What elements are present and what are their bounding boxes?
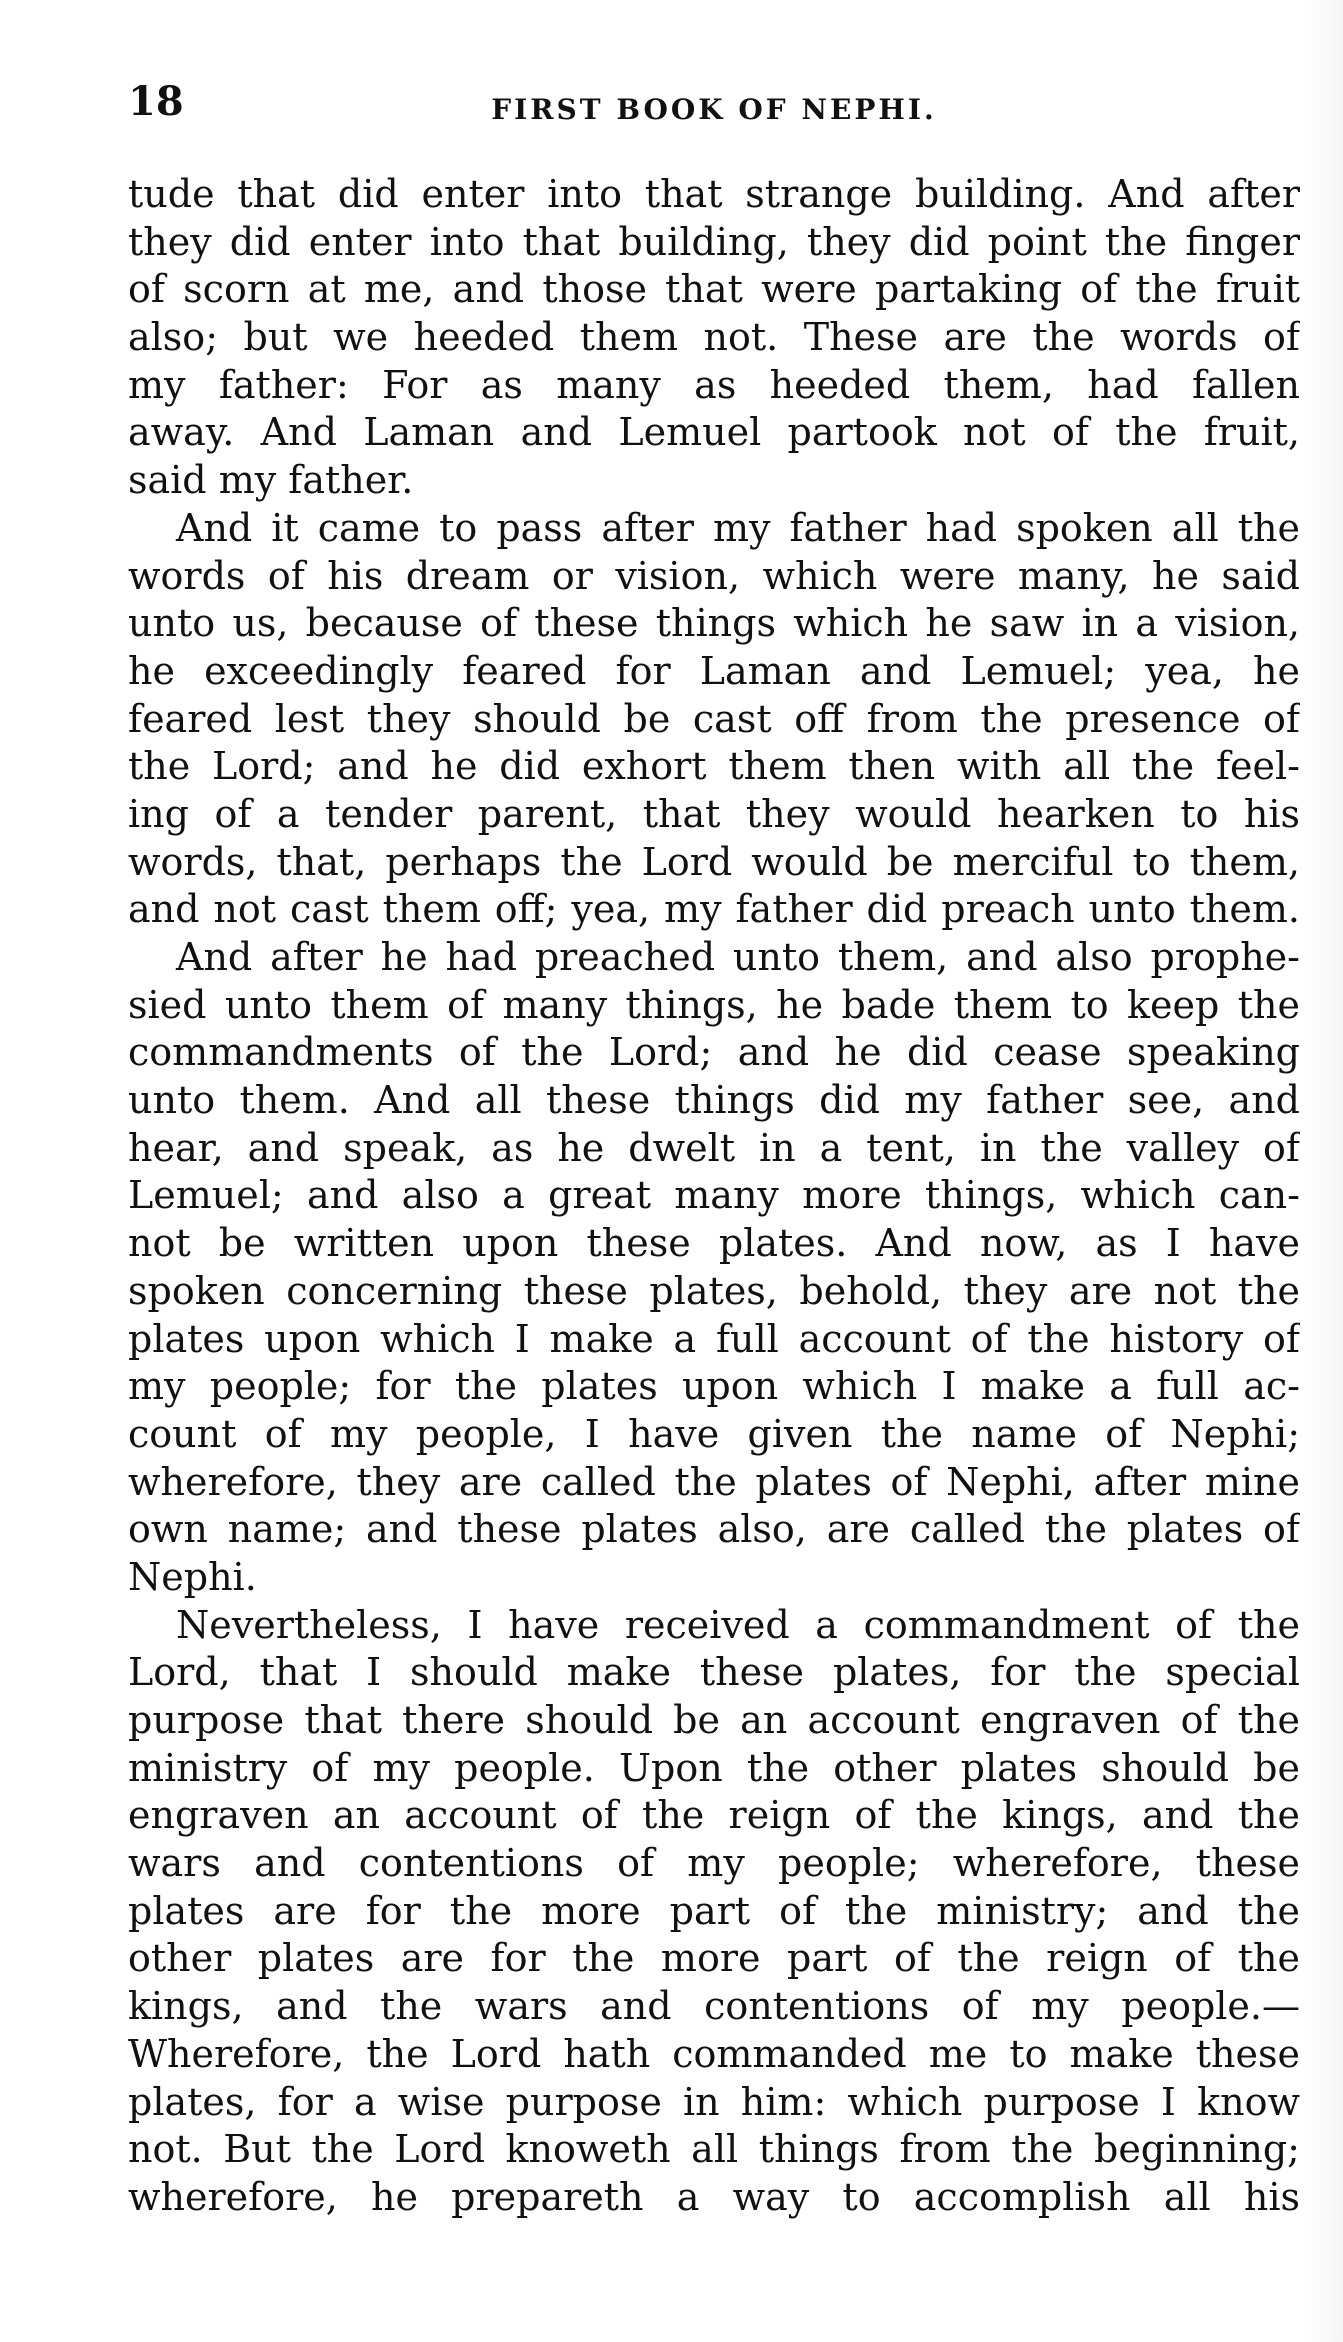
text-line: plates upon which I make a full account of the history of [128, 1316, 1300, 1361]
text-line: and not cast them off; yea, my father did preach unto them. [128, 887, 1300, 932]
text-line: my father: For as many as heeded them, had fallen [128, 362, 1300, 407]
text-line: count of my people, I have given the name of Nephi; [128, 1411, 1300, 1456]
paragraph-start-line: Nevertheless, I have received a commandment of the [176, 1602, 1300, 1647]
text-line: engraven an account of the reign of the kings, and the [128, 1793, 1300, 1838]
text-line: commandments of the Lord; and he did cease speaking [128, 1030, 1300, 1075]
running-header [128, 78, 1300, 138]
text-line: they did enter into that building, they did point the finger [128, 219, 1300, 264]
text-line: words, that, perhaps the Lord would be merciful to them, [128, 839, 1300, 884]
page-edge-shading [1303, 0, 1343, 2342]
text-line: wars and contentions of my people; wherefore, these [128, 1841, 1300, 1886]
text-line: away. And Laman and Lemuel partook not of the fruit, [128, 410, 1300, 455]
text-line: not. But the Lord knoweth all things from the beginning; [128, 2127, 1300, 2172]
paragraph-start-line: And it came to pass after my father had spoken all the [176, 505, 1300, 550]
text-line: spoken concerning these plates, behold, they are not the [128, 1268, 1300, 1313]
text-line: hear, and speak, as he dwelt in a tent, in the valley of [128, 1125, 1300, 1170]
text-line: kings, and the wars and contentions of my people.— [128, 1984, 1300, 2029]
text-line: wherefore, he prepareth a way to accomplish all his [128, 2174, 1300, 2219]
text-line: Lemuel; and also a great many more things, which can- [128, 1173, 1300, 1218]
text-line: own name; and these plates also, are called the plates of [128, 1507, 1300, 1552]
paragraph-start-line: And after he had preached unto them, and also prophe- [176, 935, 1300, 979]
text-line: purpose that there should be an account engraven of the [128, 1698, 1300, 1742]
text-line: plates, for a wise purpose in him: which purpose I know [128, 2079, 1300, 2124]
text-line: plates are for the more part of the ministry; and the [128, 1888, 1300, 1933]
text-line: Wherefore, the Lord hath commanded me to make these [128, 2031, 1300, 2076]
running-title: FIRST BOOK OF NEPHI. [491, 93, 937, 126]
text-line: the Lord; and he did exhort them then with all the feel- [128, 744, 1300, 789]
text-line: unto us, because of these things which he saw in a vision, [128, 601, 1300, 646]
text-line: not be written upon these plates. And now, as I have [128, 1221, 1300, 1266]
text-line: Lord, that I should make these plates, for the special [128, 1650, 1300, 1695]
text-line: ministry of my people. Upon the other plates should be [128, 1745, 1300, 1790]
page-number: 18 [128, 78, 184, 125]
text-line: said my father. [128, 458, 414, 503]
text-line: tude that did enter into that strange building. And after [128, 172, 1300, 216]
text-line: ing of a tender parent, that they would hearken to his [128, 791, 1300, 836]
text-line: my people; for the plates upon which I make a full ac- [128, 1364, 1300, 1409]
text-line: Nephi. [128, 1554, 257, 1599]
text-line: of scorn at me, and those that were partaking of the fruit [128, 267, 1300, 312]
text-line: feared lest they should be cast off from the presence of [128, 696, 1300, 741]
text-line: other plates are for the more part of the reign of the [128, 1936, 1300, 1981]
text-line: wherefore, they are called the plates of Nephi, after mine [128, 1459, 1300, 1504]
text-line: sied unto them of many things, he bade them to keep the [128, 982, 1300, 1027]
text-line: he exceedingly feared for Laman and Lemuel; yea, he [128, 648, 1300, 693]
text-line: words of his dream or vision, which were many, he said [128, 553, 1300, 598]
text-line: also; but we heeded them not. These are the words of [128, 315, 1300, 360]
body-text [128, 171, 1300, 2222]
text-line: unto them. And all these things did my father see, and [128, 1078, 1300, 1123]
